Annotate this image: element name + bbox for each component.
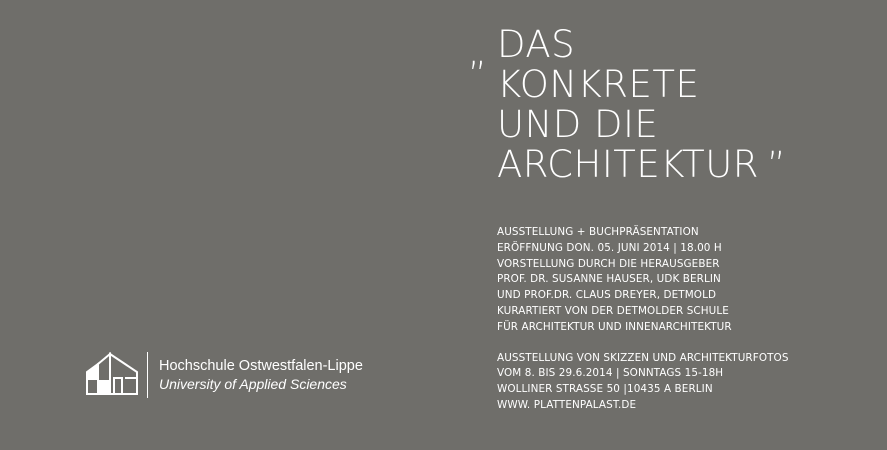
title-line-2: KONKRETE — [497, 63, 700, 106]
info-line: PROF. DR. SUSANNE HAUSER, UDK BERLIN — [497, 273, 721, 286]
event-info — [497, 225, 877, 414]
info-line: AUSSTELLUNG VON SKIZZEN UND ARCHITEKTURFOTOS — [497, 351, 789, 364]
info-line: UND PROF.DR. CLAUS DREYER, DETMOLD — [497, 289, 717, 302]
info-line: VOM 8. BIS 29.6.2014 | SONNTAGS 15-18H — [497, 367, 724, 380]
logo-divider — [147, 352, 148, 398]
exhibition-title — [497, 25, 857, 186]
title-line-4-text: ARCHITEKTUR — [497, 143, 760, 186]
info-line: VORSTELLUNG DURCH DIE HERAUSGEBER — [497, 257, 720, 270]
closing-quote: ” — [767, 145, 787, 186]
info-line: KURARTIERT VON DER DETMOLDER SCHULE — [497, 304, 729, 317]
info-line: FÜR ARCHITEKTUR UND INNENARCHITEKTUR — [497, 320, 732, 333]
website-link[interactable]: WWW. PLATTENPALAST.DE — [497, 398, 637, 411]
title-line-3: UND DIE — [497, 103, 659, 146]
title-line-4 — [497, 145, 857, 186]
university-logo — [84, 350, 374, 400]
opening-quote: „ — [468, 33, 487, 74]
info-line: WOLLINER STRASSE 50 |10435 A BERLIN — [497, 383, 713, 396]
title-line-1: DAS — [497, 23, 576, 66]
university-subtitle: University of Applied Sciences — [159, 376, 347, 392]
building-logo-icon — [84, 350, 140, 398]
info-spacer — [497, 336, 877, 351]
info-line: AUSSTELLUNG + BUCHPRÄSENTATION — [497, 226, 699, 238]
info-line: ERÖFFNUNG DON. 05. JUNI 2014 | 18.00 H — [497, 241, 722, 254]
university-name: Hochschule Ostwestfalen-Lippe — [159, 358, 363, 374]
